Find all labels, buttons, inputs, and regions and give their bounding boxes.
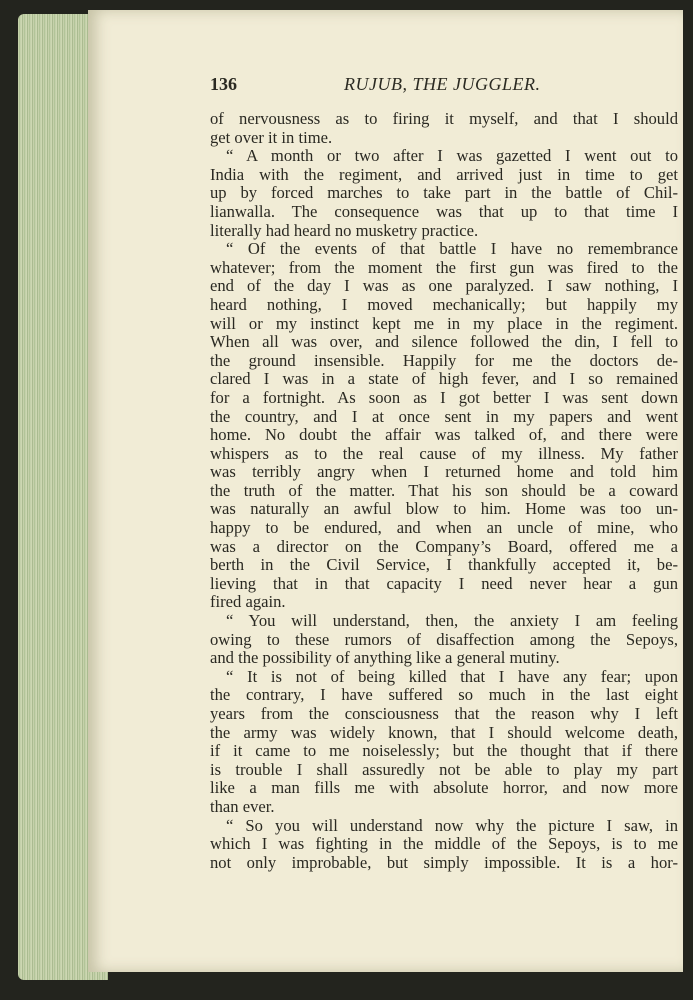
text-line: “ A month or two after I was gazetted I went out to xyxy=(226,146,678,166)
text-line: India with the regiment, and arrived just in time to get xyxy=(210,164,678,184)
text-line: When all was over, and silence followed the din, I fell to xyxy=(210,332,678,352)
text-line: “ It is not of being killed that I have any fear; upon xyxy=(226,666,678,686)
text-line: fired again. xyxy=(210,592,286,612)
text-line: whispers as to the real cause of my illness. My father xyxy=(210,443,678,463)
text-line: like a man fills me with absolute horror, and now more xyxy=(210,778,678,798)
text-line: get over it in time. xyxy=(210,127,333,147)
text-line: and the possibility of anything like a general mutiny. xyxy=(210,648,560,668)
text-line: home. No doubt the affair was talked of, and there were xyxy=(210,425,678,445)
text-line: if it came to me noiselessly; but the thought that if there xyxy=(210,741,678,761)
text-line: berth in the Civil Service, I thankfully accepted it, be- xyxy=(210,555,678,575)
text-line: end of the day I was as one paralyzed. I saw nothing, I xyxy=(210,276,678,296)
text-line: years from the consciousness that the reason why I left xyxy=(210,704,678,723)
body-text xyxy=(210,110,678,872)
text-line: “ Of the events of that battle I have no remembrance xyxy=(226,239,678,259)
text-line: is trouble I shall assuredly not be able to play my part xyxy=(210,759,678,779)
text-line: lieving that in that capacity I need never hear a gun xyxy=(210,573,678,593)
text-line: the ground insensible. Happily for me the doctors de- xyxy=(210,350,678,370)
page-header xyxy=(210,72,676,100)
text-line: the contrary, I have suffered so much in the last eight xyxy=(210,685,678,705)
text-line: the army was widely known, that I should welcome death, xyxy=(210,722,678,742)
text-line: was naturally an awful blow to him. Home was too un- xyxy=(210,499,678,519)
text-line: was a director on the Company’s Board, offered me a xyxy=(210,536,678,556)
text-line: “ So you will understand now why the picture I saw, in xyxy=(226,815,678,835)
text-line: literally had heard no musketry practice. xyxy=(210,220,479,240)
text-line: clared I was in a state of high fever, and I so remained xyxy=(210,369,678,389)
running-title: RUJUB, THE JUGGLER. xyxy=(344,74,541,94)
text-line: will or my instinct kept me in my place in the regiment. xyxy=(210,313,678,333)
text-line: up by forced marches to take part in the battle of Chil- xyxy=(210,183,678,203)
text-line: happy to be endured, and when an uncle of mine, who xyxy=(210,518,678,538)
text-line: than ever. xyxy=(210,796,275,816)
text-line: the truth of the matter. That his son should be a coward xyxy=(210,480,678,500)
text-line: the country, and I at once sent in my papers and went xyxy=(210,406,678,426)
text-line: for a fortnight. As soon as I got better I was sent down xyxy=(210,387,678,407)
text-line: which I was fighting in the middle of the Sepoys, is to me xyxy=(210,834,678,854)
text-line: not only improbable, but simply impossible. It is a hor- xyxy=(210,852,678,872)
text-line: of nervousness as to firing it myself, and that I should xyxy=(210,109,678,128)
page-number: 136 xyxy=(210,74,237,94)
text-line: “ You will understand, then, the anxiety I am feeling xyxy=(226,611,678,631)
text-line: was terribly angry when I returned home and told him xyxy=(210,462,678,482)
text-line: heard nothing, I moved mechanically; but happily my xyxy=(210,294,678,314)
text-line: lianwalla. The consequence was that up to that time I xyxy=(210,201,678,221)
text-line: owing to these rumors of disaffection among the Sepoys, xyxy=(210,629,678,649)
text-line: whatever; from the moment the first gun was fired to the xyxy=(210,257,678,277)
